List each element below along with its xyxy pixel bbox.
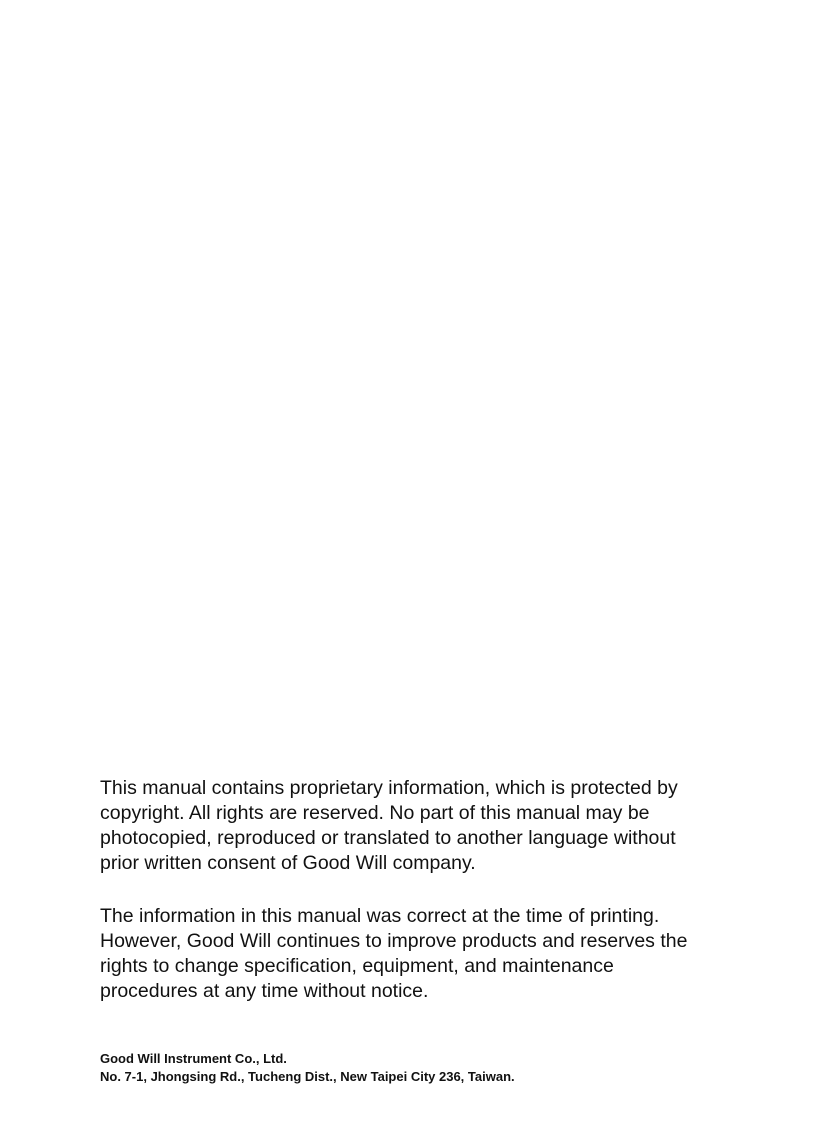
copyright-line: This manual contains proprietary information, which is protected by <box>100 777 678 799</box>
copyright-line: prior written consent of Good Will company. <box>100 852 476 874</box>
copyright-line: photocopied, reproduced or translated to another language without <box>100 827 676 849</box>
disclaimer-line: rights to change specification, equipment, and maintenance <box>100 955 614 977</box>
disclaimer-line: However, Good Will continues to improve products and reserves the <box>100 930 688 952</box>
disclaimer-line: procedures at any time without notice. <box>100 980 429 1002</box>
copyright-line: copyright. All rights are reserved. No part of this manual may be <box>100 802 650 824</box>
disclaimer-line: The information in this manual was correct at the time of printing. <box>100 905 660 927</box>
legal-notice <box>100 776 730 1004</box>
company-name: Good Will Instrument Co., Ltd. <box>100 1051 287 1066</box>
copyright-paragraph <box>100 776 730 876</box>
company-address: No. 7-1, Jhongsing Rd., Tucheng Dist., New Taipei City 236, Taiwan. <box>100 1069 515 1084</box>
company-info <box>100 1050 740 1086</box>
disclaimer-paragraph <box>100 904 730 1004</box>
